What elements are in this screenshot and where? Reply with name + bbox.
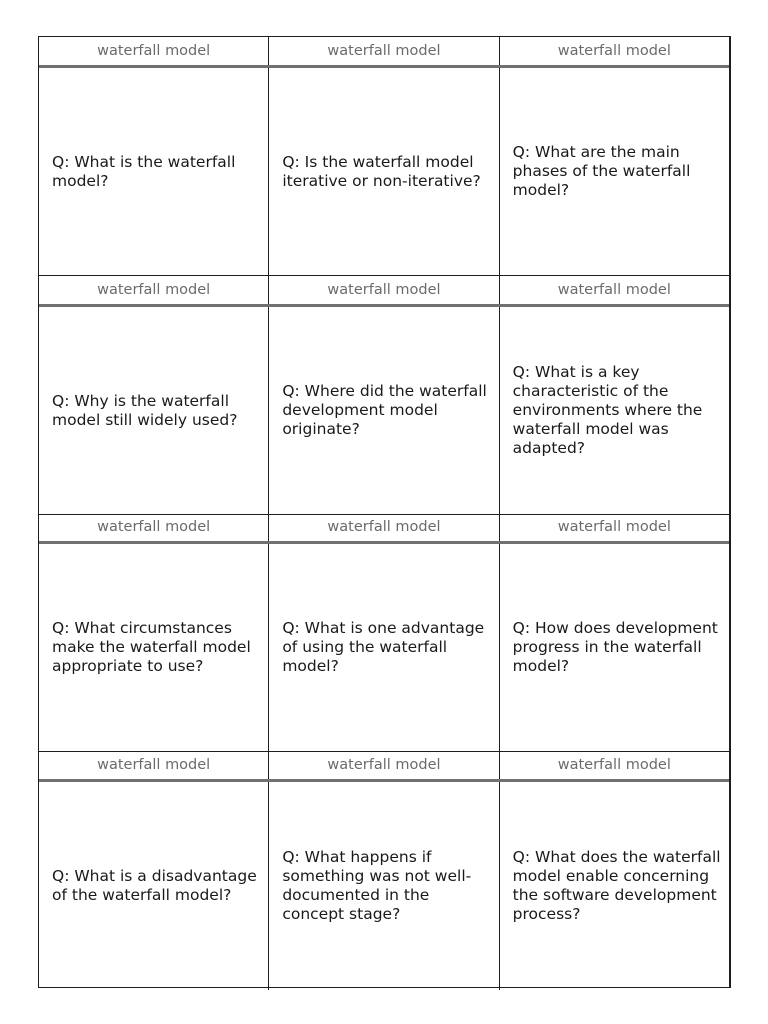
flashcard-question: Q: What is a disadvantage of the waterfall model? xyxy=(39,782,269,990)
card-header-row xyxy=(39,276,729,307)
flashcard-question: Q: What does the waterfall model enable concerning the software development process? xyxy=(512,848,721,923)
card-topic-label: waterfall model xyxy=(39,513,269,541)
flashcard-question: Q: What are the main phases of the waterfall model? xyxy=(500,68,729,276)
card-question-row xyxy=(39,307,729,515)
flashcard-question: Q: How does development progress in the waterfall model? xyxy=(500,544,729,752)
card-topic-label: waterfall model xyxy=(557,282,671,298)
card-topic-label: waterfall model xyxy=(557,43,671,59)
flashcard-question: Q: Why is the waterfall model still widely used? xyxy=(39,307,269,515)
card-header-row xyxy=(39,751,729,782)
card-question-row xyxy=(39,68,729,276)
flashcard-question: Q: What happens if something was not well-documented in the concept stage? xyxy=(269,782,499,990)
card-topic-label: waterfall model xyxy=(39,37,269,65)
card-header-row xyxy=(39,513,729,544)
flashcard-sheet xyxy=(38,36,731,988)
flashcard-question: Q: What is a key characteristic of the environments where the waterfall model was adapted? xyxy=(500,307,729,515)
card-topic-label: waterfall model xyxy=(269,513,499,541)
card-topic-label: waterfall model xyxy=(269,276,499,304)
card-topic-label: waterfall model xyxy=(557,757,671,773)
flashcard-question: Q: What is one advantage of using the waterfall model? xyxy=(269,544,499,752)
card-header-row xyxy=(39,37,729,68)
flashcard-question: Q: Where did the waterfall development model originate? xyxy=(269,307,499,515)
card-topic-label: waterfall model xyxy=(269,751,499,779)
card-topic-label: waterfall model xyxy=(557,519,671,535)
flashcard-question: Q: What circumstances make the waterfall model appropriate to use? xyxy=(39,544,269,752)
card-question-row xyxy=(39,544,729,752)
card-question-row xyxy=(39,782,729,990)
card-topic-label: waterfall model xyxy=(39,276,269,304)
flashcard-question: Q: Is the waterfall model iterative or non-iterative? xyxy=(269,68,499,276)
card-topic-label: waterfall model xyxy=(269,37,499,65)
flashcard-question: Q: What is the waterfall model? xyxy=(39,68,269,276)
card-topic-label: waterfall model xyxy=(39,751,269,779)
